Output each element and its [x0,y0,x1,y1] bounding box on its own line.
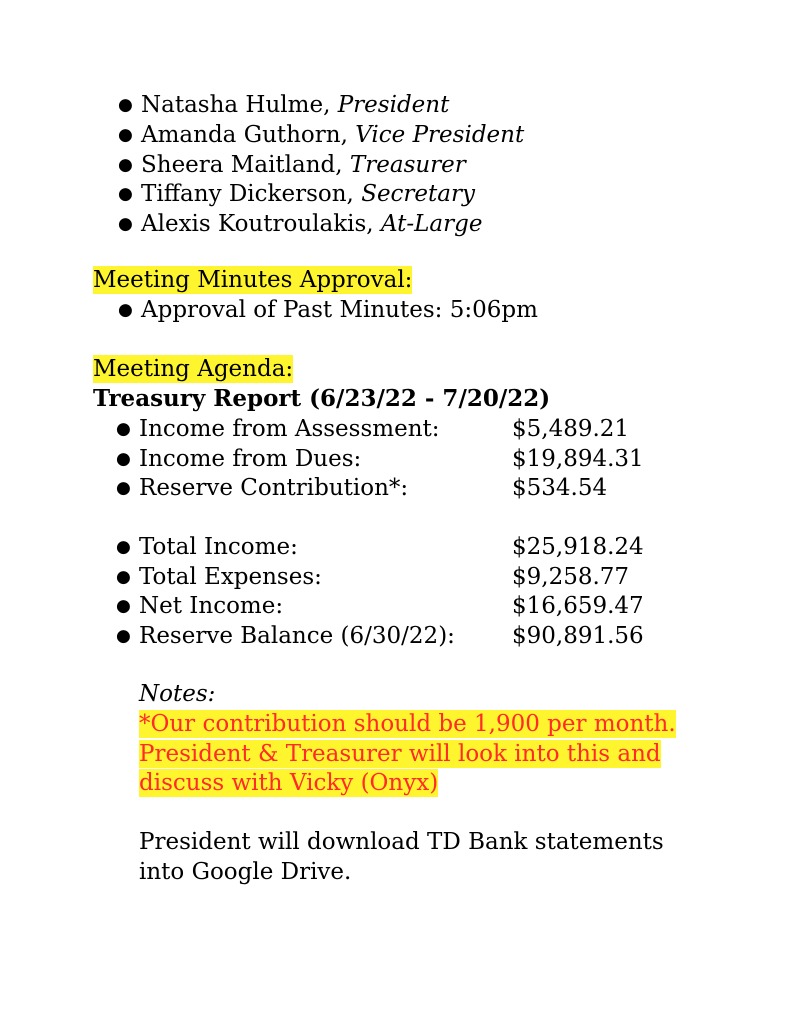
minutes-heading: Meeting Minutes Approval: [93,267,413,293]
note-line: *Our contribution should be 1,900 per month. [139,711,676,737]
bullet-icon: ● [116,478,131,498]
treasury-amount: $25,918.24 [512,534,644,560]
note-line: discuss with Vicky (Onyx) [139,770,439,796]
officer-name: Alexis Koutroulakis, [141,211,381,237]
treasury-label: Reserve Balance (6/30/22): [139,623,455,649]
treasury-label: Income from Assessment: [139,416,440,442]
treasury-report-title: Treasury Report (6/23/22 - 7/20/22) [93,385,551,412]
officer-role: Vice President [355,122,525,148]
bullet-icon: ● [116,449,131,469]
officer-name: Natasha Hulme, [141,92,338,118]
bullet-icon: ● [116,596,131,616]
note-line: President & Treasurer will look into this and [139,741,661,767]
bullet-icon: ● [116,419,131,439]
bullet-icon: ● [118,214,133,234]
treasury-amount: $9,258.77 [512,564,630,590]
notes-label: Notes: [139,681,216,707]
treasury-label: Total Expenses: [139,564,322,590]
treasury-amount: $19,894.31 [512,446,644,472]
bullet-icon: ● [118,184,133,204]
bullet-icon: ● [118,300,133,320]
treasury-amount: $16,659.47 [512,593,644,619]
treasury-label: Total Income: [139,534,298,560]
minutes-approval-text: Approval of Past Minutes: 5:06pm [141,297,538,323]
officer-name: Amanda Guthorn, [141,122,356,148]
treasury-amount: $5,489.21 [512,416,630,442]
officer-role: At-Large [380,211,483,237]
bullet-icon: ● [118,155,133,175]
treasury-label: Income from Dues: [139,446,362,472]
note-line: President will download TD Bank statements [139,829,664,855]
treasury-label: Net Income: [139,593,284,619]
treasury-amount: $534.54 [512,475,608,501]
officer-role: Secretary [361,181,475,207]
bullet-icon: ● [116,567,131,587]
bullet-icon: ● [116,537,131,557]
treasury-amount: $90,891.56 [512,623,644,649]
note-line: into Google Drive. [139,859,352,885]
bullet-icon: ● [118,125,133,145]
bullet-icon: ● [118,95,133,115]
officer-role: Treasurer [349,152,466,178]
officer-role: President [337,92,450,118]
treasury-label: Reserve Contribution*: [139,475,409,501]
agenda-heading: Meeting Agenda: [93,356,294,382]
officer-name: Tiffany Dickerson, [141,181,362,207]
officer-name: Sheera Maitland, [141,152,350,178]
bullet-icon: ● [116,626,131,646]
